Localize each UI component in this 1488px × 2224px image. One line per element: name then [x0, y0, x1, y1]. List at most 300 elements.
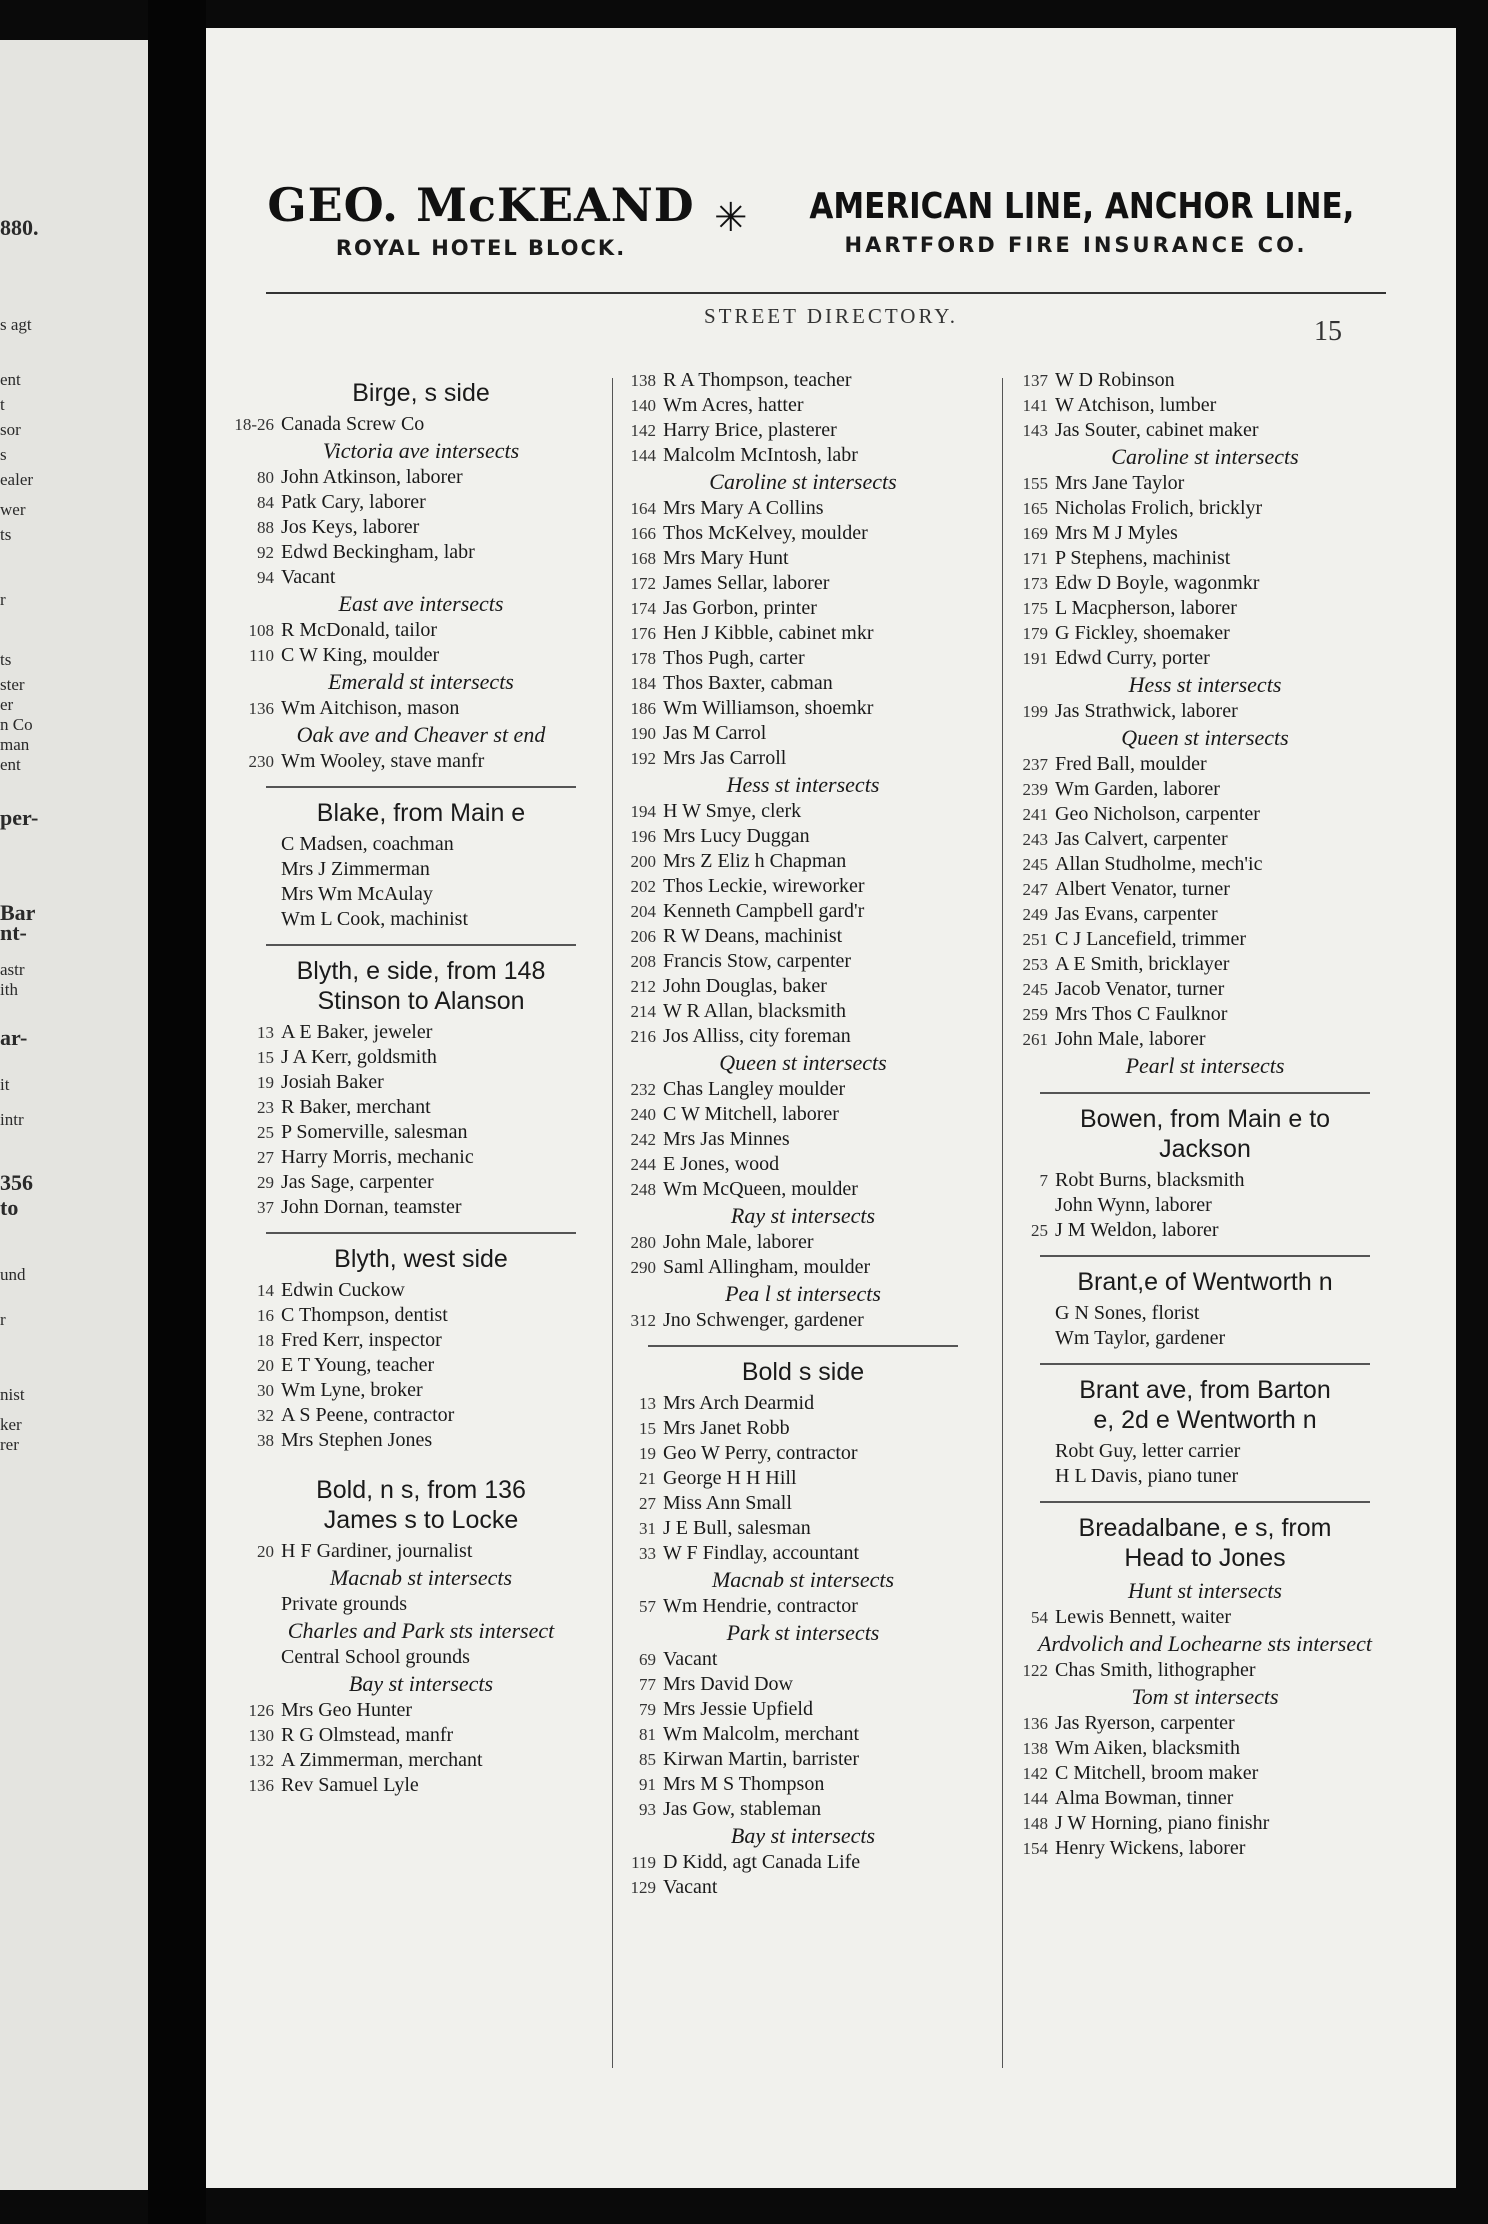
house-number: 19 [257, 1073, 274, 1092]
street-heading: Stinson to Alanson [317, 987, 525, 1015]
street-heading: Breadalbane, e s, from [1078, 1514, 1332, 1542]
directory-entry [608, 1466, 998, 1491]
resident-name: Wm Hendrie, contractor [663, 1595, 858, 1617]
house-number: 251 [1022, 930, 1048, 949]
resident-name: Thos McKelvey, moulder [663, 522, 868, 544]
resident-name: Jas M Carrol [663, 722, 767, 744]
directory-entry [1000, 952, 1410, 977]
street-heading: Brant ave, from Barton [1079, 1376, 1331, 1404]
facing-page-fragment: ar- [0, 1025, 28, 1050]
house-number: 173 [1022, 574, 1048, 593]
house-number: 204 [630, 902, 656, 921]
resident-name: Wm L Cook, machinist [281, 908, 469, 930]
house-number: 142 [630, 421, 656, 440]
house-number: 245 [1022, 855, 1048, 874]
resident-name: Jos Keys, laborer [281, 516, 420, 538]
resident-name: Wm Taylor, gardener [1055, 1327, 1226, 1349]
resident-name: Mrs Mary A Collins [663, 497, 824, 519]
book-gutter [148, 0, 206, 2224]
page-number: 15 [1314, 316, 1342, 347]
resident-name: Geo W Perry, contractor [663, 1442, 858, 1464]
directory-entry [1000, 1658, 1410, 1683]
resident-name: Mrs Jas Carroll [663, 747, 787, 769]
house-number: 168 [630, 549, 656, 568]
directory-entry [226, 1645, 616, 1670]
directory-entry [608, 521, 998, 546]
directory-entry [226, 907, 616, 932]
resident-name: Jno Schwenger, gardener [663, 1309, 864, 1331]
resident-name: R McDonald, tailor [281, 619, 438, 641]
directory-entry [1000, 496, 1410, 521]
facing-page-fragment: it [0, 1075, 10, 1094]
house-number: 179 [1022, 624, 1048, 643]
directory-entry [608, 1077, 998, 1102]
house-number: 164 [630, 499, 656, 518]
intersection-note: Pearl st intersects [1125, 1053, 1285, 1078]
directory-entry [1000, 546, 1410, 571]
street-heading: Birge, s side [352, 379, 490, 407]
house-number: 23 [257, 1098, 274, 1117]
house-number: 248 [630, 1180, 656, 1199]
resident-name: Hen J Kibble, cabinet mkr [663, 622, 874, 644]
house-number: 27 [257, 1148, 274, 1167]
resident-name: John Dornan, teamster [281, 1196, 462, 1218]
column-2 [608, 368, 998, 1900]
facing-page-fragment: nt- [0, 920, 27, 945]
directory-entry [1000, 902, 1410, 927]
house-number: 184 [630, 674, 656, 693]
house-number: 143 [1022, 421, 1048, 440]
facing-page-fragment: ealer [0, 470, 34, 489]
directory-entry [608, 799, 998, 824]
facing-page-fragment: ster [0, 675, 25, 694]
facing-page-fragment: ts [0, 525, 12, 544]
directory-entry [608, 368, 998, 393]
directory-entry [226, 1170, 616, 1195]
directory-entry [226, 1328, 616, 1353]
facing-page-fragment: astr [0, 960, 25, 979]
house-number: 140 [630, 396, 656, 415]
house-number: 192 [630, 749, 656, 768]
facing-page-fragment: r [0, 1310, 6, 1329]
resident-name: Henry Wickens, laborer [1055, 1837, 1246, 1859]
header-rule [266, 292, 1386, 294]
house-number: 142 [1022, 1764, 1048, 1783]
house-number: 33 [639, 1544, 656, 1563]
resident-name: John Male, laborer [663, 1231, 814, 1253]
house-number: 241 [1022, 805, 1048, 824]
house-number: 176 [630, 624, 656, 643]
directory-entry [608, 418, 998, 443]
resident-name: Geo Nicholson, carpenter [1055, 803, 1260, 825]
facing-page-fragment: s [0, 445, 7, 464]
facing-page-fragment: per- [0, 805, 39, 830]
house-number: 7 [1039, 1171, 1048, 1190]
facing-page-fragment: Bar [0, 900, 36, 925]
resident-name: Vacant [281, 566, 336, 588]
house-number: 31 [639, 1519, 656, 1538]
intersection-note: Macnab st intersects [329, 1565, 513, 1590]
resident-name: R G Olmstead, manfr [281, 1724, 454, 1746]
directory-entry [608, 949, 998, 974]
resident-name: John Douglas, baker [663, 975, 827, 997]
resident-name: J E Bull, salesman [663, 1517, 811, 1539]
house-number: 119 [631, 1853, 656, 1872]
directory-entry [226, 696, 616, 721]
resident-name: Saml Allingham, moulder [663, 1256, 871, 1278]
resident-name: Thos Leckie, wireworker [663, 875, 865, 897]
directory-entry [1000, 852, 1410, 877]
directory-entry [1000, 1193, 1410, 1218]
house-number: 108 [248, 621, 274, 640]
resident-name: R A Thompson, teacher [663, 369, 852, 391]
directory-entry [226, 832, 616, 857]
house-number: 32 [257, 1406, 274, 1425]
house-number: 178 [630, 649, 656, 668]
resident-name: C W Mitchell, laborer [663, 1103, 839, 1125]
directory-entry [608, 1102, 998, 1127]
section-divider [1040, 1501, 1370, 1503]
resident-name: Edwd Curry, porter [1055, 647, 1210, 669]
directory-entry [608, 1875, 998, 1900]
intersection-note: East ave intersects [338, 591, 504, 616]
resident-name: Canada Screw Co [281, 413, 425, 435]
directory-entry [1000, 1605, 1410, 1630]
directory-entry [608, 1152, 998, 1177]
directory-entry [608, 443, 998, 468]
resident-name: Robt Guy, letter carrier [1055, 1440, 1241, 1462]
directory-entry [608, 849, 998, 874]
directory-entry [226, 565, 616, 590]
house-number: 165 [1022, 499, 1048, 518]
facing-page-fragment: ker [0, 1415, 22, 1434]
resident-name: Wm Garden, laborer [1055, 778, 1220, 800]
directory-entry [226, 540, 616, 565]
column-1 [226, 368, 616, 1798]
house-number: 54 [1031, 1608, 1048, 1627]
directory-entry [608, 596, 998, 621]
directory-entry [1000, 977, 1410, 1002]
resident-name: H F Gardiner, journalist [281, 1540, 473, 1562]
resident-name: Jas Strathwick, laborer [1055, 700, 1238, 722]
resident-name: John Male, laborer [1055, 1028, 1206, 1050]
resident-name: Albert Venator, turner [1055, 878, 1230, 900]
intersection-note: Pea l st intersects [725, 1281, 881, 1306]
directory-entry [608, 1850, 998, 1875]
house-number: 216 [630, 1027, 656, 1046]
directory-entry [608, 1177, 998, 1202]
resident-name: Jas Calvert, carpenter [1055, 828, 1228, 850]
intersection-note: Caroline st intersects [709, 469, 897, 494]
directory-entry [1000, 1027, 1410, 1052]
resident-name: Mrs Arch Dearmid [663, 1392, 815, 1414]
resident-name: G N Sones, florist [1055, 1302, 1200, 1324]
directory-entry [1000, 802, 1410, 827]
resident-name: Mrs Janet Robb [663, 1417, 790, 1439]
facing-page-fragment: ts [0, 650, 12, 669]
resident-name: Mrs Jas Minnes [663, 1128, 790, 1150]
resident-name: W R Allan, blacksmith [663, 1000, 846, 1022]
house-number: 30 [257, 1381, 274, 1400]
house-number: 130 [248, 1726, 274, 1745]
house-number: 79 [639, 1700, 656, 1719]
directory-entry [1000, 1464, 1410, 1489]
house-number: 15 [639, 1419, 656, 1438]
resident-name: A Zimmerman, merchant [281, 1749, 483, 1771]
resident-name: W F Findlay, accountant [663, 1542, 860, 1564]
resident-name: Mrs J Zimmerman [281, 858, 430, 880]
resident-name: A E Smith, bricklayer [1055, 953, 1230, 975]
directory-entry [226, 1278, 616, 1303]
directory-entry [226, 412, 616, 437]
house-number: 85 [639, 1750, 656, 1769]
directory-entry [226, 490, 616, 515]
directory-entry [1000, 471, 1410, 496]
house-number: 129 [630, 1878, 656, 1897]
house-number: 169 [1022, 524, 1048, 543]
street-heading: Brant,e of Wentworth n [1077, 1268, 1333, 1296]
directory-entry [608, 1491, 998, 1516]
facing-page-fragment: nist [0, 1385, 25, 1404]
resident-name: Alma Bowman, tinner [1055, 1787, 1234, 1809]
house-number: 244 [630, 1155, 656, 1174]
facing-page-fragment: wer [0, 500, 26, 519]
intersection-note: Bay st intersects [348, 1671, 494, 1696]
directory-entry [608, 1772, 998, 1797]
directory-entry [1000, 1168, 1410, 1193]
house-number: 232 [630, 1080, 656, 1099]
directory-entry [608, 1391, 998, 1416]
house-number: 206 [630, 927, 656, 946]
running-title: STREET DIRECTORY. [703, 304, 959, 328]
directory-entry [1000, 368, 1410, 393]
resident-name: Kirwan Martin, barrister [663, 1748, 860, 1770]
resident-name: Jas Souter, cabinet maker [1055, 419, 1259, 441]
directory-entry [608, 496, 998, 521]
resident-name: L Macpherson, laborer [1055, 597, 1237, 619]
resident-name: Malcolm McIntosh, labr [663, 444, 858, 466]
resident-name: W Atchison, lumber [1055, 394, 1217, 416]
directory-entry [608, 1672, 998, 1697]
directory-entry [1000, 1811, 1410, 1836]
section-divider [266, 1232, 576, 1234]
house-number: 77 [639, 1675, 656, 1694]
advert-left-title: GEO. McKEAND [267, 178, 695, 232]
house-number: 239 [1022, 780, 1048, 799]
resident-name: Patk Cary, laborer [281, 491, 426, 513]
house-number: 122 [1022, 1661, 1048, 1680]
directory-entry [226, 1303, 616, 1328]
house-number: 25 [257, 1123, 274, 1142]
resident-name: Wm Acres, hatter [663, 394, 804, 416]
house-number: 18 [257, 1331, 274, 1350]
section-divider [1040, 1363, 1370, 1365]
facing-page-fragment: man [0, 735, 30, 754]
resident-name: Thos Baxter, cabman [663, 672, 833, 694]
facing-page-fragment: ith [0, 980, 18, 999]
house-number: 144 [1022, 1789, 1048, 1808]
house-number: 186 [630, 699, 656, 718]
house-number: 242 [630, 1130, 656, 1149]
intersection-note: Macnab st intersects [711, 1567, 895, 1592]
directory-entry [1000, 1301, 1410, 1326]
directory-entry [1000, 777, 1410, 802]
intersection-note: Ray st intersects [730, 1203, 876, 1228]
resident-name: J M Weldon, laborer [1055, 1219, 1219, 1241]
resident-name: Francis Stow, carpenter [663, 950, 852, 972]
directory-entry [226, 1428, 616, 1453]
section-divider [266, 786, 576, 788]
facing-page-fragment: er [0, 695, 14, 714]
intersection-note: Hess st intersects [1128, 672, 1282, 697]
resident-name: R Baker, merchant [281, 1096, 431, 1118]
house-number: 25 [1031, 1221, 1048, 1240]
section-divider [1040, 1255, 1370, 1257]
house-number: 93 [639, 1800, 656, 1819]
directory-entry [608, 874, 998, 899]
resident-name: D Kidd, agt Canada Life [663, 1851, 861, 1873]
directory-entry [226, 1378, 616, 1403]
house-number: 155 [1022, 474, 1048, 493]
intersection-note: Victoria ave intersects [322, 438, 520, 463]
directory-entry [226, 1353, 616, 1378]
resident-name: Rev Samuel Lyle [281, 1774, 419, 1796]
house-number: 80 [257, 468, 274, 487]
house-number: 190 [630, 724, 656, 743]
resident-name: A S Peene, contractor [281, 1404, 455, 1426]
house-number: 13 [257, 1023, 274, 1042]
facing-page-fragment: n Co [0, 715, 33, 734]
directory-entry [608, 1416, 998, 1441]
directory-entry [608, 974, 998, 999]
advert-right-subtitle: HARTFORD FIRE INSURANCE CO. [844, 233, 1308, 257]
house-number: 212 [630, 977, 656, 996]
resident-name: E Jones, wood [663, 1153, 780, 1175]
directory-entry [1000, 1836, 1410, 1861]
directory-entry [608, 746, 998, 771]
resident-name: Mrs David Dow [663, 1673, 793, 1695]
resident-name: John Wynn, laborer [1055, 1194, 1212, 1216]
resident-name: P Somerville, salesman [281, 1121, 468, 1143]
house-number: 69 [639, 1650, 656, 1669]
resident-name: Fred Ball, moulder [1055, 753, 1207, 775]
directory-entry [226, 618, 616, 643]
house-number: 136 [248, 1776, 274, 1795]
directory-entry [608, 393, 998, 418]
house-number: 259 [1022, 1005, 1048, 1024]
directory-entry [608, 999, 998, 1024]
directory-entry [1000, 877, 1410, 902]
house-number: 237 [1022, 755, 1048, 774]
resident-name: A E Baker, jeweler [281, 1021, 433, 1043]
resident-name: J W Horning, piano finishr [1055, 1812, 1270, 1834]
resident-name: Vacant [663, 1648, 718, 1670]
advert-right-title: AMERICAN LINE, ANCHOR LINE, [809, 186, 1355, 227]
house-number: 196 [630, 827, 656, 846]
directory-entry [608, 696, 998, 721]
resident-name: Fred Kerr, inspector [281, 1329, 442, 1351]
intersection-note: Queen st intersects [719, 1050, 887, 1075]
house-number: 208 [630, 952, 656, 971]
section-divider [266, 944, 576, 946]
street-heading: James s to Locke [323, 1506, 519, 1534]
directory-entry [226, 1698, 616, 1723]
facing-page-fragment: to [0, 1195, 19, 1220]
house-number: 91 [639, 1775, 656, 1794]
resident-name: Private grounds [281, 1593, 408, 1615]
directory-entry [1000, 1761, 1410, 1786]
directory-entry [226, 643, 616, 668]
house-number: 37 [257, 1198, 274, 1217]
house-number: 214 [630, 1002, 656, 1021]
house-number: 92 [257, 543, 274, 562]
advert-left [266, 178, 696, 260]
house-number: 94 [257, 568, 274, 587]
resident-name: Nicholas Frolich, bricklyr [1055, 497, 1263, 519]
intersection-note: Oak ave and Cheaver st end [296, 722, 546, 747]
directory-entry [608, 1541, 998, 1566]
directory-entry [226, 1773, 616, 1798]
resident-name: Chas Langley moulder [663, 1078, 846, 1100]
directory-entry [226, 1195, 616, 1220]
directory-entry [608, 824, 998, 849]
house-number: 200 [630, 852, 656, 871]
house-number: 57 [639, 1597, 656, 1616]
directory-entry [1000, 596, 1410, 621]
house-number: 88 [257, 518, 274, 537]
directory-entry [608, 1747, 998, 1772]
house-number: 230 [248, 752, 274, 771]
section-gap [226, 1453, 616, 1465]
directory-entry [608, 1722, 998, 1747]
intersection-note: Caroline st intersects [1111, 444, 1299, 469]
house-number: 126 [248, 1701, 274, 1720]
directory-entry [1000, 646, 1410, 671]
resident-name: Mrs Mary Hunt [663, 547, 789, 569]
facing-page-fragment: sor [0, 420, 21, 439]
directory-entry [608, 546, 998, 571]
resident-name: Jas Ryerson, carpenter [1055, 1712, 1235, 1734]
directory-entry [1000, 1439, 1410, 1464]
directory-entry [608, 1594, 998, 1619]
house-number: 312 [630, 1311, 656, 1330]
house-number: 84 [257, 493, 274, 512]
resident-name: J A Kerr, goldsmith [281, 1046, 437, 1068]
directory-entry [226, 1120, 616, 1145]
house-number: 247 [1022, 880, 1048, 899]
resident-name: E T Young, teacher [281, 1354, 435, 1376]
house-number: 253 [1022, 955, 1048, 974]
intersection-note: Hunt st intersects [1128, 1578, 1282, 1603]
section-divider [648, 1345, 958, 1347]
resident-name: C W King, moulder [281, 644, 440, 666]
resident-name: Jas Gorbon, printer [663, 597, 817, 619]
directory-entry [608, 899, 998, 924]
resident-name: Wm Wooley, stave manfr [281, 750, 485, 772]
house-number: 18-26 [234, 415, 274, 434]
street-heading: Bold s side [741, 1358, 865, 1386]
advert-left-subtitle: ROYAL HOTEL BLOCK. [335, 236, 627, 260]
facing-page-fragment: und [0, 1265, 26, 1284]
directory-entry [1000, 418, 1410, 443]
intersection-note: Hess st intersects [726, 772, 880, 797]
directory-entry [1000, 1326, 1410, 1351]
resident-name: Wm Williamson, shoemkr [663, 697, 874, 719]
house-number: 110 [249, 646, 274, 665]
directory-entry [226, 465, 616, 490]
resident-name: Jas Sage, carpenter [281, 1171, 434, 1193]
resident-name: Josiah Baker [281, 1071, 384, 1093]
